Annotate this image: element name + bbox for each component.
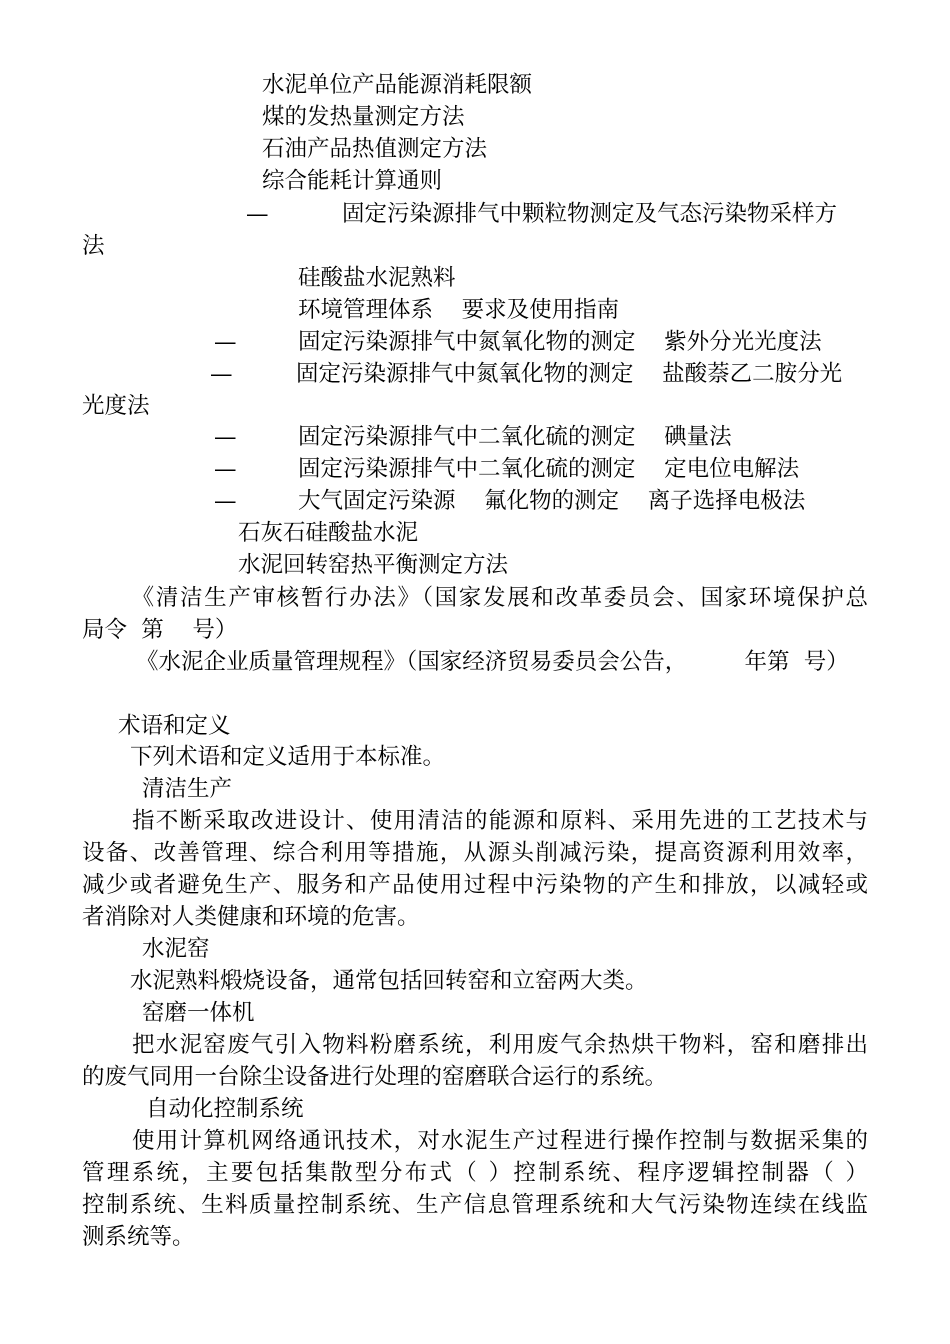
reference-item: 固定污染源排气中氮氧化物的测定 紫外分光光度法 xyxy=(298,329,822,355)
term-definition-line: 减少或者避免生产、服务和产品使用过程中污染物的产生和排放，以减轻或 xyxy=(82,872,868,898)
term-definition-line: 的废气同用一台除尘设备进行处理的窑磨联合运行的系统。 xyxy=(82,1064,668,1090)
term-definition-line: 设备、改善管理、综合利用等措施，从源头削减污染，提高资源利用效率， xyxy=(82,840,868,866)
reference-item: 《水泥企业质量管理规程》（国家经济贸易委员会公告， 年第 号） xyxy=(136,649,849,675)
term-title: 自动化控制系统 xyxy=(146,1096,304,1122)
reference-item: 水泥单位产品能源消耗限额 xyxy=(262,72,533,98)
term-definition-line: 测系统等。 xyxy=(82,1224,195,1250)
term-title: 窑磨一体机 xyxy=(142,1000,255,1026)
section-intro: 下列术语和定义适用于本标准。 xyxy=(130,744,446,770)
reference-dash: — xyxy=(214,424,237,450)
reference-item: 水泥回转窑热平衡测定方法 xyxy=(238,552,509,578)
reference-item: 固定污染源排气中二氧化硫的测定 碘量法 xyxy=(298,424,732,450)
reference-item: 石油产品热值测定方法 xyxy=(262,136,488,162)
reference-item: 固定污染源排气中氮氧化物的测定 盐酸萘乙二胺分光 xyxy=(296,361,843,387)
term-definition-line: 把水泥窑废气引入物料粉磨系统，利用废气余热烘干物料，窑和磨排出 xyxy=(132,1032,868,1058)
term-title: 清洁生产 xyxy=(142,776,233,802)
reference-dash: — xyxy=(214,488,237,514)
reference-item-continuation: 法 xyxy=(82,233,105,259)
reference-dash: — xyxy=(210,361,233,387)
reference-item: 固定污染源排气中颗粒物测定及气态污染物采样方 xyxy=(342,201,838,227)
reference-item: 环境管理体系 要求及使用指南 xyxy=(298,297,620,323)
term-definition-line: 者消除对人类健康和环境的危害。 xyxy=(82,904,420,930)
term-definition-line: 水泥熟料煅烧设备，通常包括回转窑和立窑两大类。 xyxy=(130,968,648,994)
reference-item: 固定污染源排气中二氧化硫的测定 定电位电解法 xyxy=(298,456,800,482)
term-definition-line: 控制系统、生料质量控制系统、生产信息管理系统和大气污染物连续在线监 xyxy=(82,1192,868,1218)
term-definition-line: 管理系统，主要包括集散型分布式（ ）控制系统、程序逻辑控制器（ ） xyxy=(82,1160,868,1186)
reference-item: 大气固定污染源 氟化物的测定 离子选择电极法 xyxy=(298,488,806,514)
reference-dash: — xyxy=(246,201,269,227)
term-definition-line: 指不断采取改进设计、使用清洁的能源和原料、采用先进的工艺技术与 xyxy=(132,808,868,834)
reference-item: 石灰石硅酸盐水泥 xyxy=(238,520,419,546)
section-heading: 术语和定义 xyxy=(118,713,231,739)
reference-item-continuation: 局令 第 号） xyxy=(82,617,238,643)
term-title: 水泥窑 xyxy=(142,936,210,962)
term-definition-line: 使用计算机网络通讯技术，对水泥生产过程进行操作控制与数据采集的 xyxy=(132,1128,868,1154)
reference-item: 煤的发热量测定方法 xyxy=(262,104,465,130)
reference-dash: — xyxy=(214,329,237,355)
reference-item xyxy=(82,582,868,614)
reference-item: 综合能耗计算通则 xyxy=(262,168,443,194)
reference-item-continuation: 光度法 xyxy=(82,393,150,419)
reference-item: 硅酸盐水泥熟料 xyxy=(298,265,456,291)
reference-text: 《清洁生产审核暂行办法》（国家发展和改革委员会、国家环境保护总 xyxy=(130,585,868,611)
reference-dash: — xyxy=(214,456,237,482)
